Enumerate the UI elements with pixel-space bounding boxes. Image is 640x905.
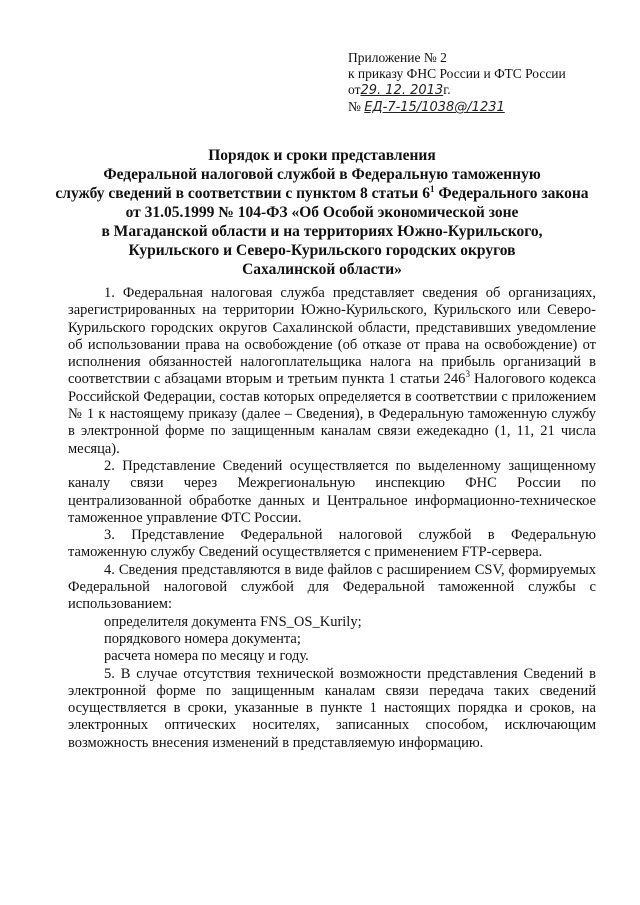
title-line-2: Федеральной налоговой службой в Федеральную таможенную: [103, 166, 541, 183]
title-line-3: [40, 184, 604, 203]
appendix-number: [348, 99, 618, 116]
title-line-4: от 31.05.1999 № 104-ФЗ «Об Особой экономической зоне: [125, 204, 519, 221]
list-item: определителя документа FNS_OS_Kurily;: [104, 613, 362, 630]
date-prefix: от: [348, 82, 361, 97]
title-line-3-rest: Федерального закона: [434, 185, 589, 202]
paragraph-2: 2. Представление Сведений осуществляется по выделенному защищенному каналу связи через Межрегиональную инспекцию ФНС России по централизованной обработке данных и Центральное информационно-техническое таможенное управление ФТС России.: [68, 457, 596, 526]
title-superscript: 1: [429, 183, 435, 194]
document-body: [68, 285, 596, 752]
number-prefix: №: [348, 99, 361, 114]
paragraph-1-superscript: 3: [465, 369, 470, 380]
handwritten-number: ЕД-7-15/1038@/1231: [364, 100, 505, 115]
appendix-date: [348, 82, 618, 99]
title-line-6: Курильского и Северо-Курильского городских округов: [128, 242, 516, 259]
appendix-block: [348, 50, 618, 116]
handwritten-date: 29. 12. 2013: [360, 83, 444, 98]
appendix-order-ref: к приказу ФНС России и ФТС России: [348, 66, 566, 81]
appendix-title: Приложение № 2: [348, 50, 447, 65]
paragraph-1-text: 1. Федеральная налоговая служба представляет сведения об организациях, зарегистрированных на территории Южно-Курильского, Курильского или Северо-Курильского городских округов Сахалинской области, представивших уведомление об использовании права на освобождение (об отказе от права на освобождение) от исполнения обязанностей налогоплательщика налога на прибыль организаций в соответствии с абзацами вторым и третьим пункта 1 статьи 246: [68, 285, 596, 388]
list-item: расчета номера по месяцу и году.: [104, 648, 309, 665]
paragraph-3: 3. Представление Федеральной налоговой службой в Федеральную таможенную службу Сведений осуществляется с применением FTP-сервера.: [68, 527, 596, 561]
title-line-5: в Магаданской области и на территориях Южно-Курильского,: [101, 223, 543, 240]
title-line-3-text: службу сведений в соответствии с пунктом 8 статьи 6: [55, 185, 430, 202]
list-item: порядкового номера документа;: [104, 630, 301, 647]
paragraph-4: 4. Сведения представляются в виде файлов с расширением CSV, формируемых Федеральной налоговой службой для Федеральной таможенной службы с использованием:: [68, 561, 596, 613]
date-suffix: г.: [443, 82, 451, 97]
document-title: [40, 146, 604, 279]
paragraph-5: 5. В случае отсутствия технической возможности представления Сведений в электронной форме по защищенным каналам связи передача таких сведений осуществляется в сроки, указанные в пункте 1 настоящих порядка и сроков, на электронных оптических носителях, записанных способом, исключающим возможность внесения изменений в представляемую информацию.: [68, 665, 596, 751]
title-line-1: Порядок и сроки представления: [208, 147, 436, 164]
title-line-7: Сахалинской области»: [242, 261, 402, 278]
paragraph-1-rest: Налогового кодекса Российской Федерации, состав которых определяется в соответствии с приложением № 1 к настоящему приказу (далее – Сведения), в Федеральную таможенную службу в электронной форме по защищенным каналам связи ежедекадно (1, 11, 21 числа месяца).: [68, 371, 596, 457]
paragraph-1: [68, 285, 596, 458]
